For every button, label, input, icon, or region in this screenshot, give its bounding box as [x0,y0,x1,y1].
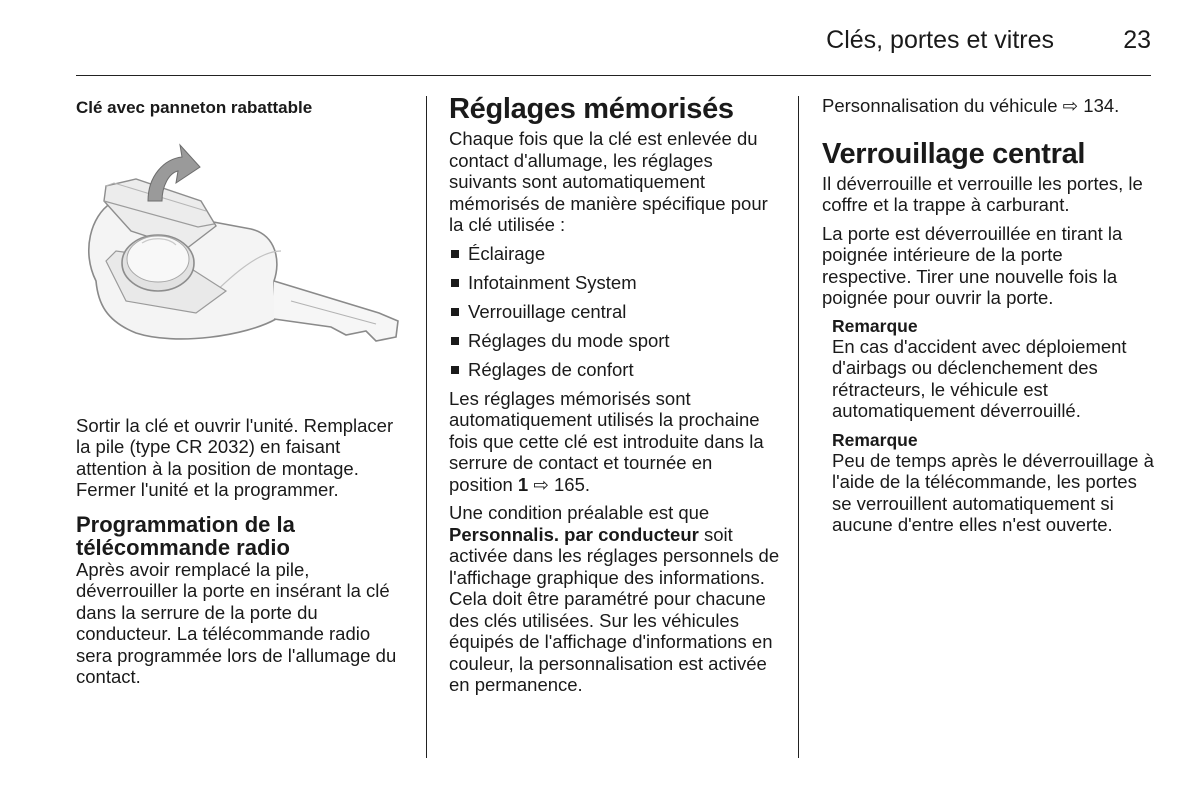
page-reference[interactable]: 165. [548,473,591,495]
note-title: Remarque [832,315,918,336]
list-item: Verrouillage central [449,301,781,323]
key-battery-figure [76,131,406,399]
page-reference-arrow-icon: ⇨ [533,473,549,495]
position-label: 1 [517,473,529,495]
note-text: En cas d'accident avec déploiement d'airbags ou déclenchement des rétracteurs, le véhicule est automatiquement déverrouillé. [832,335,1127,421]
column-divider-1 [426,96,427,758]
memorized-settings-list [449,243,781,381]
battery-instructions: Sortir la clé et ouvrir l'unité. Remplacer la pile (type CR 2032) en faisant attention à la position de montage. Fermer l'unité et la programmer. [76,414,394,500]
list-item: Éclairage [449,243,781,265]
column-left [76,92,411,695]
battery-cell-icon [122,235,194,291]
column-divider-2 [798,96,799,758]
door-unlock-paragraph: La porte est déverrouillée en tirant la poignée intérieure de la porte respective. Tirer une nouvelle fois la poignée pour ouvrir la porte. [822,222,1123,308]
section-heading-memorized: Réglages mémorisés [449,93,734,125]
vehicle-personalisation-ref: Personnalisation du véhicule ⇨ 134. [822,95,1120,116]
list-item: Réglages de confort [449,359,781,381]
page-number: 23 [1123,26,1151,54]
precondition-paragraph: Une condition préalable est que Personnalis. par conducteur soit activée dans les réglages personnels de l'affichage graphique des informations. Cela doit être paramétré pour chacune des clés utilisées. Sur les véhicules équipés de l'affichage d'informations en couleur, la personnalisation est activée en permanence. [449,502,780,695]
list-item: Réglages du mode sport [449,330,781,352]
heading-line-1: Programmation de la [76,511,295,537]
list-item: Infotainment System [449,272,781,294]
memorized-intro: Chaque fois que la clé est enlevée du contact d'allumage, les réglages suivants sont automatiquement mémorisés de manière spécifique pour la clé utilisée : [449,128,768,235]
section-heading-central-locking: Verrouillage central [822,137,1086,170]
programming-paragraph: Après avoir remplacé la pile, déverrouiller la porte en insérant la clé dans la serrure de la porte du conducteur. La télécommande radio sera programmée lors de l'allumage du contact. [76,558,397,687]
page-reference-arrow-icon: ⇨ [1062,95,1079,116]
note-title: Remarque [832,429,918,450]
note-text: Peu de temps après le déverrouillage à l'aide de la télécommande, les portes se verrouillent automatiquement si aucune d'entre elles n'est ouverte. [832,449,1154,535]
header-rule [76,75,1151,76]
figure-caption: Clé avec panneton rabattable [76,98,313,117]
note-auto-relock [832,430,1154,536]
section-title: Clés, portes et vitres [826,26,1054,54]
page-reference[interactable]: 134. [1078,95,1120,116]
section-heading-programming [76,513,411,559]
heading-line-2: télécommande radio [76,534,290,560]
column-right [822,92,1154,544]
column-middle [449,92,781,703]
central-locking-intro: Il déverrouille et verrouille les portes, le coffre et la trappe à carburant. [822,172,1143,215]
menu-setting-name: Personnalis. par conducteur [449,523,699,545]
memorized-usage-paragraph: Les réglages mémorisés sont automatiquement utilisés la prochaine fois que cette clé est introduite dans la serrure de contact et tournée en position 1 ⇨ 165. [449,387,764,495]
note-airbag [832,316,1154,422]
